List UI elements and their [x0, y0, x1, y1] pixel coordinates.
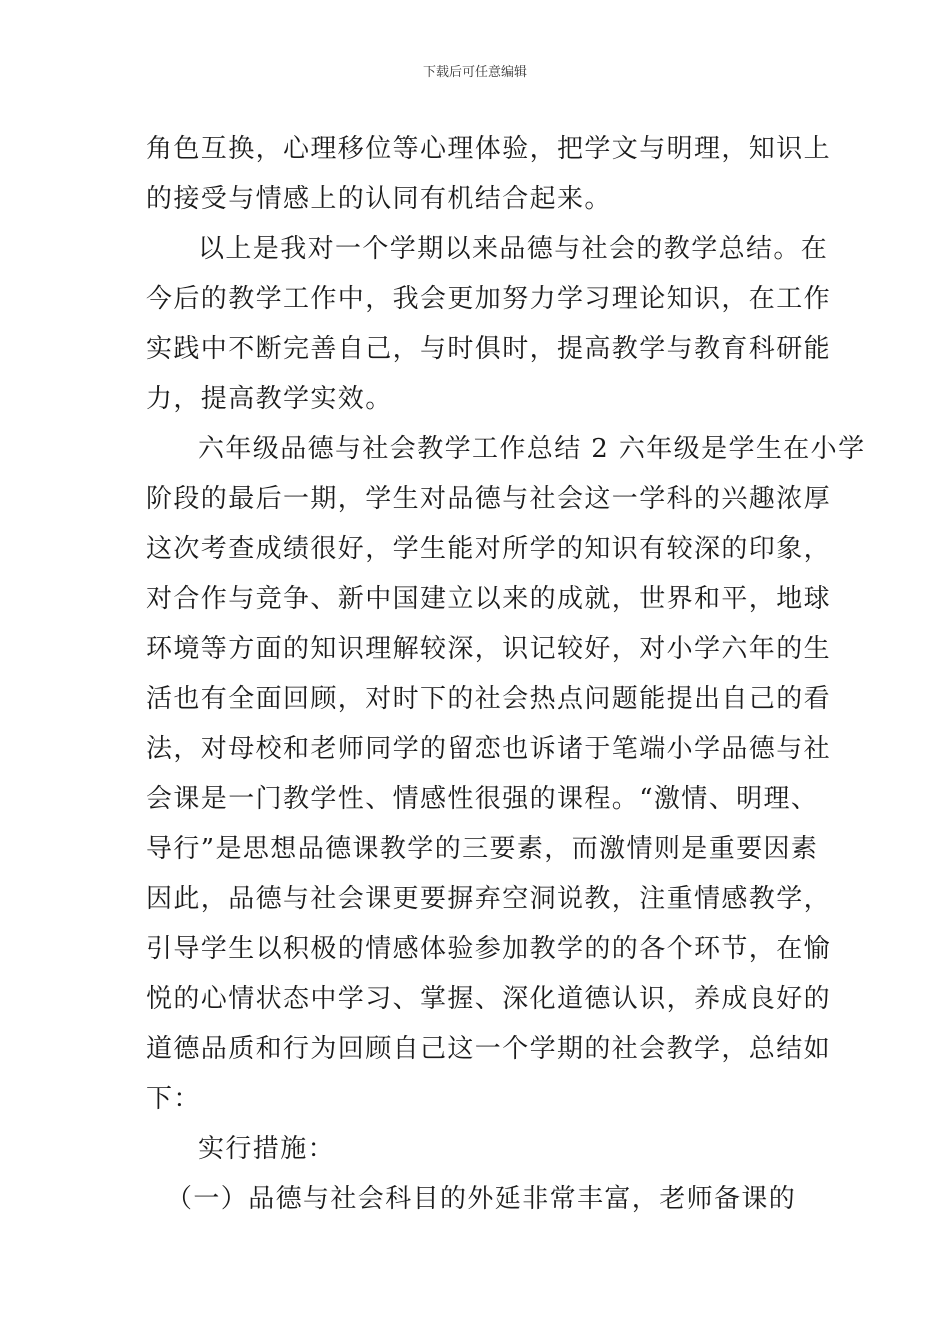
text-line: 会课是一门教学性、情感性很强的课程。“激情、明理、 — [146, 784, 819, 814]
text-line: 力，提高教学实效。 — [146, 384, 393, 414]
text-line: 道德品质和行为回顾自己这一个学期的社会教学，总结如 — [146, 1034, 832, 1064]
text-line: 下： — [146, 1084, 201, 1114]
text-line: 引导学生以积极的情感体验参加教学的的各个环节，在愉 — [146, 934, 832, 964]
text-line: 今后的教学工作中，我会更加努力学习理论知识，在工作 — [146, 284, 832, 314]
page-header: 下载后可任意编辑 — [422, 65, 527, 80]
text-line: 环境等方面的知识理解较深，识记较好，对小学六年的生 — [146, 634, 832, 664]
text-line: 悦的心情状态中学习、掌握、深化道德认识，养成良好的 — [146, 984, 832, 1014]
text-line: 实践中不断完善自己，与时俱时，提高教学与教育科研能 — [146, 334, 832, 364]
text-line: 对合作与竞争、新中国建立以来的成就，世界和平，地球 — [146, 584, 832, 614]
text-line: 导行”是思想品德课教学的三要素，而激情则是重要因素 — [146, 834, 819, 864]
text-line: 活也有全面回顾，对时下的社会热点问题能提出自己的看 — [146, 684, 832, 714]
text-line: 这次考查成绩很好，学生能对所学的知识有较深的印象， — [146, 534, 832, 564]
paragraph-start-line: 以上是我对一个学期以来品德与社会的教学总结。在 — [198, 234, 829, 264]
document-body — [146, 124, 866, 1224]
text-line: 阶段的最后一期，学生对品德与社会这一学科的兴趣浓厚 — [146, 484, 832, 514]
text-line: 因此，品德与社会课更要摒弃空洞说教，注重情感教学， — [146, 884, 832, 914]
text-line: 法，对母校和老师同学的留恋也诉诸于笔端小学品德与社 — [146, 734, 832, 764]
list-item-heading: （一）品德与社会科目的外延非常丰富，老师备课的 — [166, 1184, 797, 1214]
text-line: 角色互换，心理移位等心理体验，把学文与明理，知识上 — [146, 134, 832, 164]
paragraph-start-line: 六年级品德与社会教学工作总结 2 六年级是学生在小学 — [198, 434, 866, 464]
text-line: 的接受与情感上的认同有机结合起来。 — [146, 184, 612, 214]
section-heading: 实行措施： — [198, 1134, 336, 1164]
